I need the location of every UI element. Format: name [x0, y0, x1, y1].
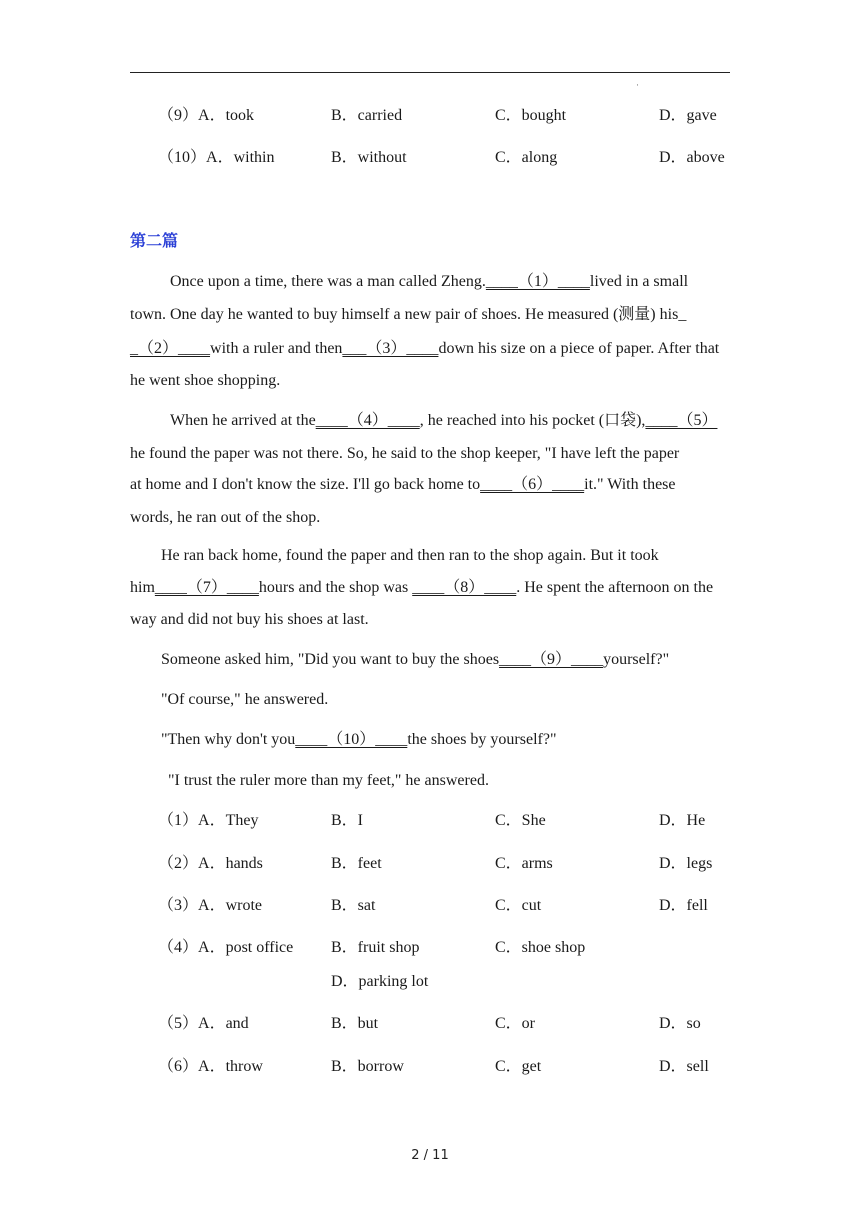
- question-number: （2）: [158, 855, 199, 872]
- passage-line: [130, 370, 280, 392]
- blank-4: ____（4）____: [315, 412, 420, 429]
- option-a: A．took: [198, 107, 255, 124]
- text: "I trust the ruler more than my feet," he answered.: [168, 772, 489, 789]
- passage-line: [130, 304, 686, 326]
- page-number: 2 / 11: [411, 1148, 449, 1163]
- question-number: （10）: [158, 149, 207, 166]
- question-number: （4）: [158, 939, 199, 956]
- text: "Then why don't you: [161, 731, 296, 748]
- option-row-10: [158, 147, 758, 169]
- option-d: D．sell: [659, 1058, 709, 1075]
- text: Once upon a time, there was a man called Zheng.: [170, 273, 486, 290]
- passage-line: [170, 410, 717, 432]
- text: , he reached into his pocket (口袋),: [419, 412, 646, 429]
- passage-line: [130, 338, 719, 360]
- passage-line: [130, 443, 679, 465]
- blank-3: ___（3）____: [342, 340, 439, 357]
- question-number: （9）: [158, 107, 199, 124]
- option-c: C．She: [495, 812, 546, 829]
- option-c: C．along: [495, 149, 558, 166]
- text: he went shoe shopping.: [130, 372, 281, 389]
- text: he found the paper was not there. So, he said to the shop keeper, "I have left the paper: [130, 445, 680, 462]
- text: When he arrived at the: [170, 412, 316, 429]
- option-c: C．get: [495, 1058, 542, 1075]
- text: lived in a small: [589, 273, 689, 290]
- blank-6: ____（6）____: [480, 476, 585, 493]
- passage-line: [161, 689, 328, 711]
- option-d: D．parking lot: [331, 973, 429, 990]
- option-a: A．They: [198, 812, 259, 829]
- option-a: A．within: [206, 149, 275, 166]
- option-label: [158, 895, 262, 917]
- text: . He spent the afternoon on the: [516, 579, 714, 596]
- text: yourself?": [603, 651, 670, 668]
- text: it." With these: [584, 476, 676, 493]
- option-a: A．throw: [198, 1058, 263, 1075]
- option-label: [158, 937, 293, 959]
- text: words, he ran out of the shop.: [130, 509, 321, 526]
- text: _: [678, 306, 687, 323]
- blank-10: ____（10）____: [295, 731, 408, 748]
- option-b: B．feet: [331, 855, 382, 872]
- blank-5: ____（5）: [645, 412, 718, 429]
- question-row-3: [158, 895, 758, 917]
- blank-1: ____（1）____: [485, 273, 590, 290]
- question-number: （3）: [158, 897, 199, 914]
- option-b: B．borrow: [331, 1058, 404, 1075]
- section-title: 第二篇: [130, 231, 179, 250]
- text: at home and I don't know the size. I'll go back home to: [130, 476, 481, 493]
- option-a: A．post office: [198, 939, 294, 956]
- option-c: C．arms: [495, 855, 553, 872]
- text: the shoes by yourself?": [407, 731, 557, 748]
- passage-line: [130, 609, 369, 631]
- passage-line: [130, 577, 713, 599]
- question-number: （5）: [158, 1015, 199, 1032]
- option-b: B．without: [331, 149, 407, 166]
- option-b: B．sat: [331, 897, 376, 914]
- option-b: B．but: [331, 1015, 379, 1032]
- option-a: A．hands: [198, 855, 263, 872]
- blank-8: ____（8）____: [412, 579, 517, 596]
- option-c: C．cut: [495, 897, 542, 914]
- option-c: C．shoe shop: [495, 939, 586, 956]
- passage-line: [168, 770, 489, 792]
- question-row-1: [158, 810, 758, 832]
- question-row-6: [158, 1056, 758, 1078]
- header-dot: ·: [636, 80, 639, 90]
- option-label: [158, 853, 263, 875]
- question-row-2: [158, 853, 758, 875]
- option-d: D．He: [659, 812, 706, 829]
- header-rule: [130, 72, 730, 73]
- option-b: B．carried: [331, 107, 403, 124]
- option-d: D．fell: [659, 897, 708, 914]
- text: down his size on a piece of paper. After that: [438, 340, 720, 357]
- passage-line: [130, 507, 320, 529]
- question-number: （1）: [158, 812, 199, 829]
- option-d: D．gave: [659, 107, 717, 124]
- passage-line: [170, 271, 688, 293]
- text: "Of course," he answered.: [161, 691, 329, 708]
- text: He ran back home, found the paper and then ran to the shop again. But it took: [161, 547, 659, 564]
- option-d: D．above: [659, 149, 725, 166]
- option-label: [158, 1056, 263, 1078]
- passage-line: [161, 545, 659, 567]
- blank-2: _（2）____: [130, 340, 211, 357]
- option-a: A．and: [198, 1015, 249, 1032]
- passage-line: [161, 649, 669, 671]
- option-label: [158, 810, 258, 832]
- option-b: B．I: [331, 812, 364, 829]
- question-row-4: [158, 937, 758, 959]
- passage-line: [130, 474, 676, 496]
- text: hours and the shop was: [258, 579, 413, 596]
- question-row-5: [158, 1013, 758, 1035]
- text: him: [130, 579, 155, 596]
- option-label: [158, 1013, 249, 1035]
- option-label: [158, 147, 274, 169]
- option-c: C．or: [495, 1015, 536, 1032]
- option-d: D．so: [659, 1015, 701, 1032]
- option-a: A．wrote: [198, 897, 263, 914]
- blank-9: ____（9）____: [499, 651, 604, 668]
- question-number: （6）: [158, 1058, 199, 1075]
- option-row-9: [158, 105, 758, 127]
- option-d: D．legs: [659, 855, 713, 872]
- text: Someone asked him, "Did you want to buy the shoes: [161, 651, 500, 668]
- option-b: B．fruit shop: [331, 939, 420, 956]
- text: way and did not buy his shoes at last.: [130, 611, 369, 628]
- text: with a ruler and then: [210, 340, 343, 357]
- option-c: C．bought: [495, 107, 567, 124]
- blank-7: ____（7）____: [154, 579, 259, 596]
- text: town. One day he wanted to buy himself a new pair of shoes. He measured (测量) his: [130, 306, 679, 323]
- option-label: [158, 105, 254, 127]
- passage-line: [161, 729, 556, 751]
